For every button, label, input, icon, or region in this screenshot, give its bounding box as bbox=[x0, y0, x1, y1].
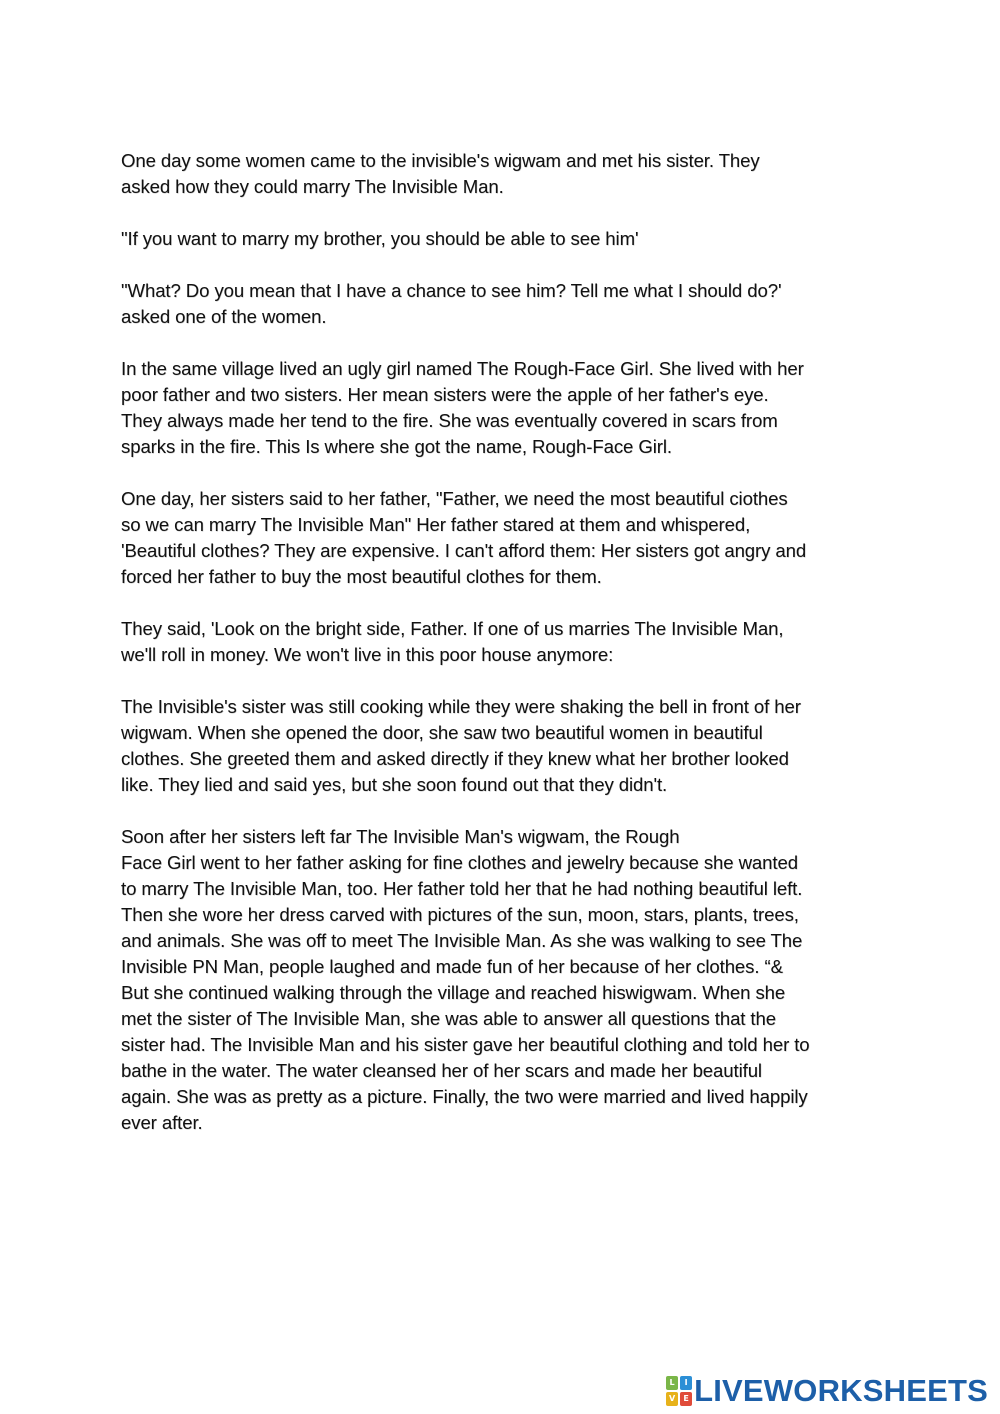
paragraph-4: In the same village lived an ugly girl named The Rough-Face Girl. She lived with her poor father and two sisters. Her mean sisters were the apple of her father's eye. They always made her tend to the fire. She was eventually covered in scars from sparks in the fire. This Is where she got the name, Rough-Face Girl. bbox=[121, 358, 804, 457]
brand-name: LIVEWORKSHEETS bbox=[694, 1373, 988, 1408]
paragraph-6: They said, 'Look on the bright side, Father. If one of us marries The Invisible Man, we'll roll in money. We won't live in this poor house anymore: bbox=[121, 618, 784, 665]
paragraph-2: "If you want to marry my brother, you should be able to see him' bbox=[121, 228, 639, 249]
liveworksheets-brand[interactable] bbox=[666, 1373, 988, 1409]
paragraph-5: One day, her sisters said to her father, "Father, we need the most beautiful ciothes so we can marry The Invisible Man" Her father stared at them and whispered, 'Beautiful clothes? They are expensive. I can't afford them: Her sisters got angry and forced her father to buy the most beautiful clothes for them. bbox=[121, 488, 807, 587]
logo-letter-l: L bbox=[666, 1376, 678, 1390]
logo-letter-e: E bbox=[680, 1392, 692, 1406]
logo-letter-i: I bbox=[680, 1376, 692, 1390]
liveworksheets-logo-icon bbox=[666, 1376, 692, 1406]
paragraph-7: The Invisible's sister was still cooking while they were shaking the bell in front of her wigwam. When she opened the door, she saw two beautiful women in beautiful clothes. She greeted them and asked directly if they knew what her brother looked like. They lied and said yes, but she soon found out that they didn't. bbox=[121, 696, 801, 795]
paragraph-8: Soon after her sisters left far The Invisible Man's wigwam, the Rough Face Girl went to her father asking for fine clothes and jewelry because she wanted to marry The Invisible Man, too. Her father told her that he had nothing beautiful left. Then she wore her dress carved with pictures of the sun, moon, stars, plants, trees, and animals. She was off to meet The Invisible Man. As she was walking to see The Invisible PN Man, people laughed and made fun of her because of her clothes. “& But she continued walking through the village and reached hiswigwam. When she met the sister of The Invisible Man, she was able to answer all questions that the sister had. The Invisible Man and his sister gave her beautiful clothing and told her to bathe in the water. The water cleansed her of her scars and made her beautiful again. She was as pretty as a picture. Finally, the two were married and lived happily ever after. bbox=[121, 826, 810, 1133]
story-text bbox=[121, 148, 886, 1162]
logo-letter-v: V bbox=[666, 1392, 678, 1406]
paragraph-1: One day some women came to the invisible's wigwam and met his sister. They asked how they could marry The Invisible Man. bbox=[121, 150, 760, 197]
paragraph-3: "What? Do you mean that I have a chance to see him? Tell me what I should do?' asked one of the women. bbox=[121, 280, 782, 327]
